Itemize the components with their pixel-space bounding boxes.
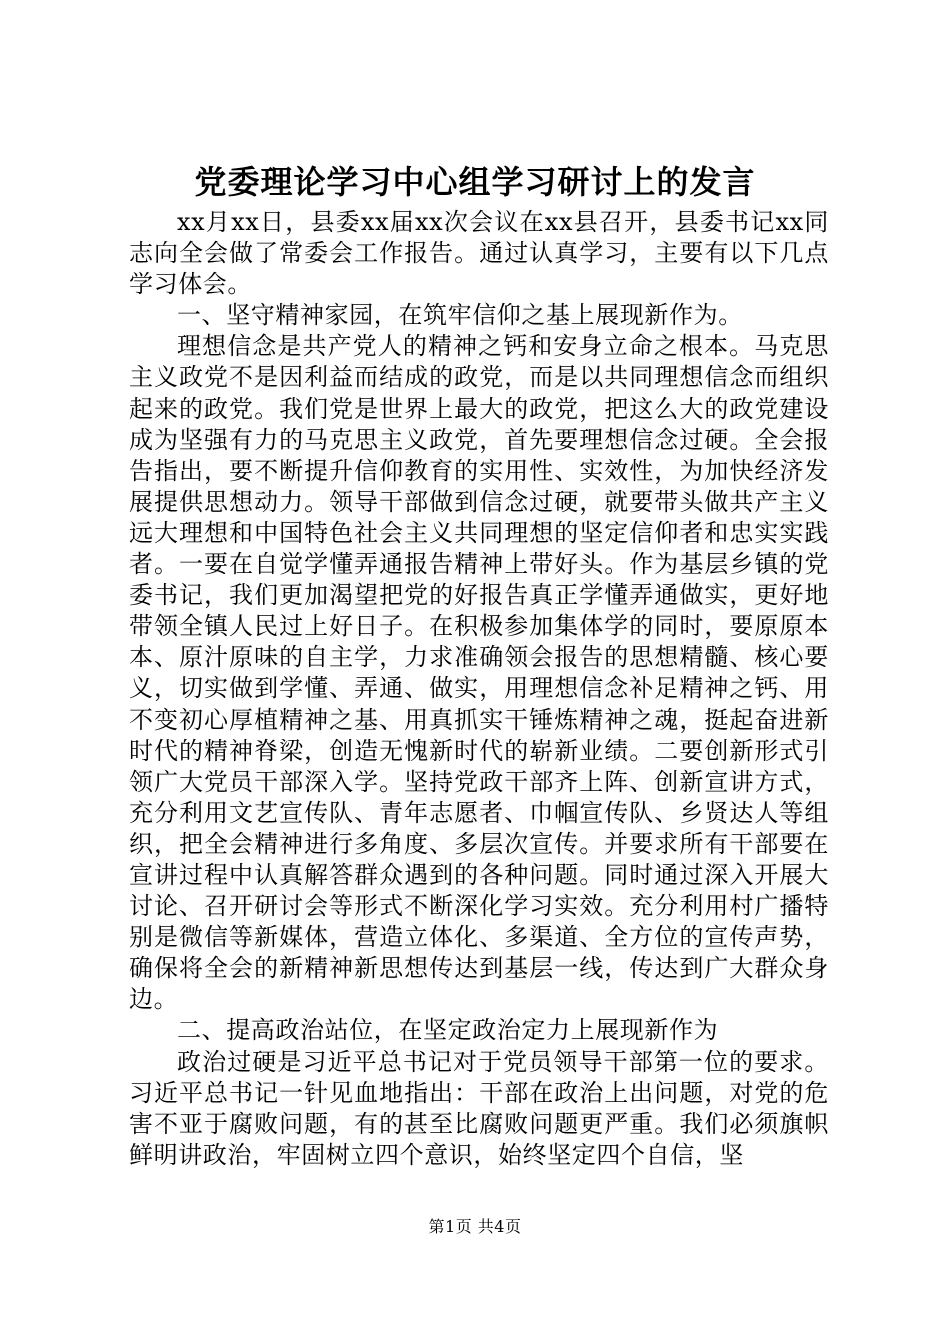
section-1-paragraph: 理想信念是共产党人的精神之钙和安身立命之根本。马克思主义政党不是因利益而结成的政党，而是以共同理想信念而组织起来的政党。我们党是世界上最大的政党，把这么大的政党建设成为坚强有力的马克思主义政党，首先要理想信念过硬。全会报告指出，要不断提升信仰教育的实用性、实效性，为加快经济发展提供思想动力。领导干部做到信念过硬，就要带头做共产主义远大理想和中国特色社会主义共同理想的坚定信仰者和忠实实践者。一要在自觉学懂弄通报告精神上带好头。作为基层乡镇的党委书记，我们更加渴望把党的好报告真正学懂弄通做实，更好地带领全镇人民过上好日子。在积极参加集体学的同时，要原原本本、原汁原味的自主学，力求准确领会报告的思想精髓、核心要义，切实做到学懂、弄通、做实，用理想信念补足精神之钙、用不变初心厚植精神之基、用真抓实干锤炼精神之魂，挺起奋进新时代的精神脊梁，创造无愧新时代的崭新业绩。二要创新形式引领广大党员干部深入学。坚持党政干部齐上阵、创新宣讲方式，充分利用文艺宣传队、青年志愿者、巾帼宣传队、乡贤达人等组织，把全会精神进行多角度、多层次宣传。并要求所有干部要在宣讲过程中认真解答群众遇到的各种问题。同时通过深入开展大讨论、召开研讨会等形式不断深化学习实效。充分利用村广播特别是微信等新媒体，营造立体化、多渠道、全方位的宣传声势，确保将全会的新精神新思想传达到基层一线，传达到广大群众身边。	[129, 332, 829, 1014]
page-number-footer: 第1页 共4页	[428, 1217, 522, 1236]
section-heading-1: 一、坚守精神家园，在筑牢信仰之基上展现新作为。	[177, 301, 743, 330]
section-2-paragraph: 政治过硬是习近平总书记对于党员领导干部第一位的要求。习近平总书记一针见血地指出：干部在政治上出问题，对党的危害不亚于腐败问题，有的甚至比腐败问题更严重。我们必须旗帜鲜明讲政治，牢固树立四个意识，始终坚定四个自信，坚	[129, 1047, 829, 1169]
section-heading-2: 二、提高政治站位，在坚定政治定力上展现新作为	[177, 1016, 719, 1045]
intro-paragraph: xx月xx日，县委xx届xx次会议在xx县召开，县委书记xx同志向全会做了常委会工作报告。通过认真学习，主要有以下几点学习体会。	[129, 208, 829, 299]
document-title: 党委理论学习中心组学习研讨上的发言	[194, 163, 756, 201]
document-body	[129, 207, 829, 1171]
